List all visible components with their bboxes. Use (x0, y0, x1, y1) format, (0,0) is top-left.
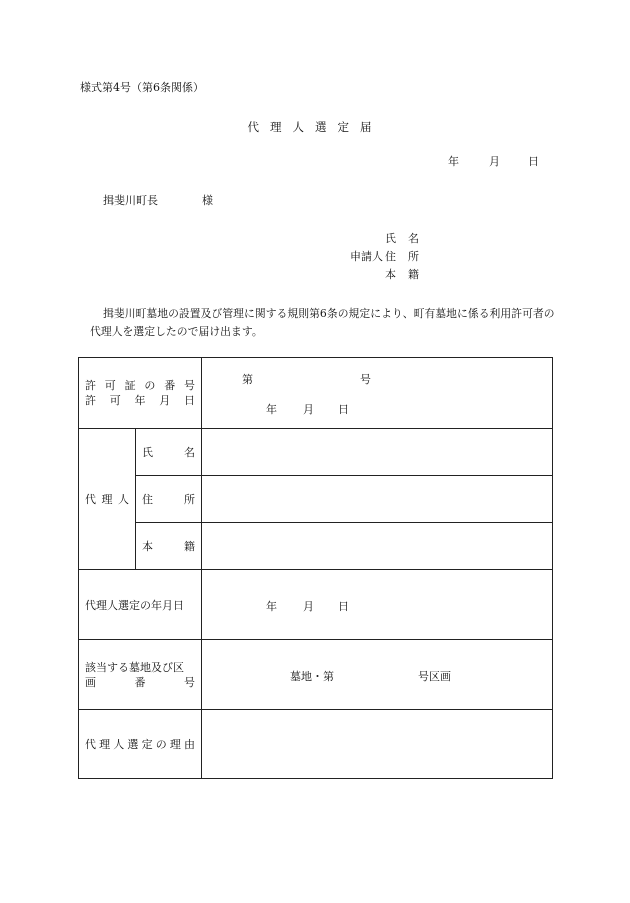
permit-no-prefix: 第 (242, 373, 253, 386)
selection-date-label: 代理人選定の年月日 (85, 598, 184, 612)
permit-row (79, 358, 553, 429)
addressee-honorific: 様 (202, 194, 213, 207)
permit-date-year: 年 (266, 403, 277, 416)
selection-date-month: 月 (303, 600, 314, 613)
addressee (103, 194, 213, 208)
applicant-block (350, 230, 430, 284)
selection-date-row (79, 570, 553, 640)
date-day-label: 日 (528, 155, 539, 168)
agent-address-label-cell (136, 476, 202, 523)
selection-date-label-cell (79, 570, 202, 640)
permit-date-label: 許 可 年 月 日 (85, 394, 195, 407)
applicant-domicile-row (350, 266, 430, 284)
addressee-name: 揖斐川町長 (103, 194, 158, 207)
agent-name-row (79, 429, 553, 476)
document-title: 代理人選定届 (247, 120, 383, 134)
form-number: 様式第4号（第6条関係） (80, 81, 204, 94)
selection-date-input[interactable] (202, 570, 553, 640)
agent-address-label: 住 所 (142, 492, 195, 506)
agent-domicile-row (79, 523, 553, 570)
reason-label: 代 理 人 選 定 の 理 由 (85, 737, 195, 751)
plot-suffix: 号区画 (418, 670, 451, 683)
body-text: 揖斐川町墓地の設置及び管理に関する規則第6条の規定により、町有墓地に係る利用許可者の代理人を選定したので届け出ます。 (90, 307, 555, 338)
agent-form-table (78, 357, 553, 779)
reason-row (79, 710, 553, 779)
date-year-label: 年 (448, 155, 459, 168)
plot-label-cell (79, 640, 202, 710)
applicant-name-label: 氏 名 (385, 232, 419, 245)
permit-number-label: 許 可 証 の 番 号 (85, 379, 195, 392)
plot-number-input[interactable] (202, 640, 553, 710)
submission-date (448, 155, 539, 169)
agent-address-row (79, 476, 553, 523)
applicant-address-row (350, 248, 430, 266)
reason-label-cell (79, 710, 202, 779)
agent-name-input[interactable] (202, 429, 553, 476)
agent-domicile-input[interactable] (202, 523, 553, 570)
agent-label: 代 理 人 (85, 492, 129, 506)
plot-prefix: 墓地・第 (290, 670, 334, 683)
plot-label-line-2: 画 番 号 (85, 676, 195, 689)
permit-date-day: 日 (338, 403, 349, 416)
agent-address-input[interactable] (202, 476, 553, 523)
reason-input[interactable] (202, 710, 553, 779)
date-month-label: 月 (489, 155, 500, 168)
plot-row (79, 640, 553, 710)
applicant-address-label: 住 所 (385, 250, 419, 263)
agent-label-cell (79, 429, 136, 570)
permit-date-month: 月 (303, 403, 314, 416)
plot-label-line-1: 該当する墓地及び区 (85, 661, 184, 674)
applicant-name-row (350, 230, 430, 248)
applicant-prefix: 申請人 (350, 250, 383, 263)
agent-domicile-label-cell (136, 523, 202, 570)
selection-date-day: 日 (338, 600, 349, 613)
permit-no-suffix: 号 (360, 373, 371, 386)
agent-domicile-label: 本 籍 (142, 539, 195, 553)
applicant-domicile-label: 本 籍 (385, 268, 419, 281)
selection-date-year: 年 (266, 600, 277, 613)
permit-label-cell (79, 358, 202, 429)
permit-value-cell[interactable] (202, 358, 553, 429)
agent-name-label: 氏 名 (142, 445, 195, 459)
agent-name-label-cell (136, 429, 202, 476)
